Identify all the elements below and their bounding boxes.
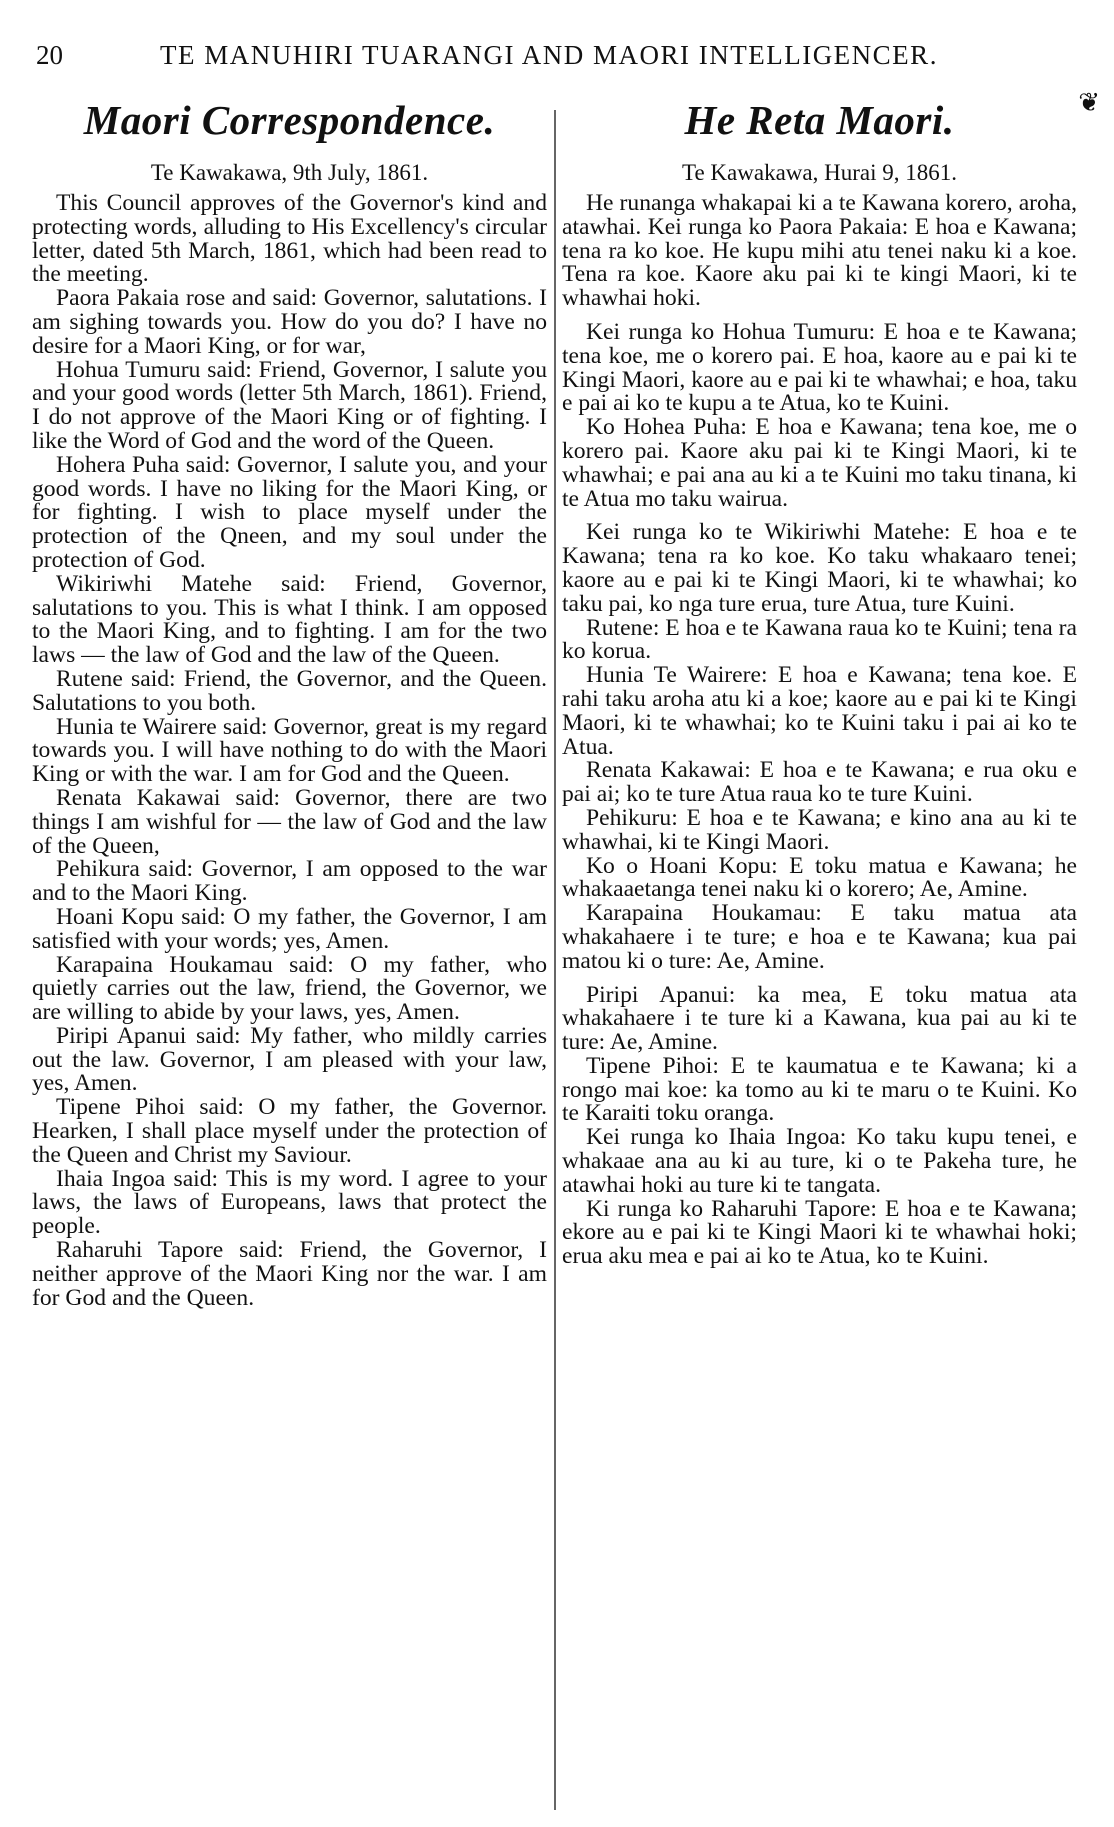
english-paragraph: Karapaina Houkamau said: O my father, who quietly carries out the law, friend, the Governor, we are willing to abide by your laws, yes, Amen. <box>32 951 547 1026</box>
maori-paragraph: Hunia Te Wairere: E hoa e Kawana; tena koe. E rahi taku aroha atu ki a koe; kaore au e pai ki te Kingi Maori, ki te whawhai; ko te Kuini taku i pai ai ko te Atua. <box>562 662 1077 760</box>
maori-paragraph: Piripi Apanui: ka mea, E toku matua ata whakahaere i te ture ki a Kawana, kua pai au ki te ture: Ae, Amine. <box>562 981 1077 1056</box>
english-paragraph: Ihaia Ingoa said: This is my word. I agree to your laws, the laws of Europeans, laws that protect the people. <box>32 1165 547 1240</box>
english-paragraph: Hohera Puha said: Governor, I salute you, and your good words. I have no liking for the Maori King, or for fighting. I wish to place myself under the protection of the Qneen, and my soul under the protection of God. <box>32 451 547 573</box>
english-paragraph: Piripi Apanui said: My father, who mildly carries out the law. Governor, I am pleased with your law, yes, Amen. <box>32 1022 547 1097</box>
maori-paragraph: Renata Kakawai: E hoa e te Kawana; e rua oku e pai ai; ko te ture Atua raua ko te ture Kuini. <box>562 757 1077 808</box>
maori-paragraph: Kei runga ko Hohua Tumuru: E hoa e te Kawana; tena koe, me o korero pai. E hoa, kaore au e pai ki te Kingi Maori, kaore au e pai ki te whawhai; e hoa, taku e pai ai ko te kupu a te Atua, ko te Kuini. <box>562 318 1077 417</box>
english-paragraph: This Council approves of the Governor's kind and protecting words, alluding to His Excellency's circular letter, dated 5th March, 1861, which had been read to the meeting. <box>32 190 547 288</box>
maori-paragraph: Karapaina Houkamau: E taku matua ata whakahaere i te ture; e hoa e te Kawana; kua pai matou ki o ture: Ae, Amine. <box>562 900 1077 974</box>
english-paragraph: Raharuhi Tapore said: Friend, the Governor, I neither approve of the Maori King nor the war. I am for God and the Queen. <box>32 1237 547 1311</box>
maori-paragraph: Kei runga ko Ihaia Ingoa: Ko taku kupu tenei, e whakaae ana au ki au ture, ki o te Pakeha ture, he atawhai hoki au ture ki te tangata. <box>562 1124 1077 1198</box>
page-header <box>30 30 1090 78</box>
english-column <box>32 90 547 1310</box>
english-paragraph: Paora Pakaia rose and said: Governor, salutations. I am sighing towards you. How do you do? I have no desire for a Maori King, or for war, <box>32 285 547 359</box>
english-paragraph: Wikiriwhi Matehe said: Friend, Governor, salutations to you. This is what I think. I am opposed to the Maori King, and to fighting. I am for the two laws — the law of God and the law of the Queen. <box>32 570 547 669</box>
maori-paragraph: Tipene Pihoi: E te kaumatua e te Kawana; ki a rongo mai koe: ka tomo au ki te maru o te Kuini. Ko te Karaiti toku oranga. <box>562 1052 1077 1127</box>
column-divider <box>554 110 556 1810</box>
page-number: 20 <box>36 40 63 70</box>
english-column-title: Maori Correspondence. <box>83 97 496 143</box>
english-dateline: Te Kawakawa, 9th July, 1861. <box>150 160 429 185</box>
maori-paragraph: Ki runga ko Raharuhi Tapore: E hoa e te Kawana; ekore au e pai ki te Kingi Maori ki te whawhai hoki; erua aku mea e pai ai ko te Atua, ko te Kuini. <box>562 1195 1077 1270</box>
maori-paragraph: Kei runga ko te Wikiriwhi Matehe: E hoa e te Kawana; tena ra ko koe. Ko taku whakaaro tenei; kaore au e pai ki te Kingi Maori, ki te whawhai; ko taku pai, ko nga ture erua, ture Atua, ture Kuini. <box>562 519 1077 617</box>
maori-paragraph: Ko Hohea Puha: E hoa e Kawana; tena koe, me o korero pai. Kaore aku pai ki te Kingi Maori, ki te whawhai; e pai ana au ki a te Kuini mo taku tinana, ki te Atua mo taku wairua. <box>562 414 1077 512</box>
maori-paragraph: Pehikuru: E hoa e te Kawana; e kino ana au ki te whawhai, ki te Kingi Maori. <box>562 804 1077 855</box>
english-paragraph: Pehikura said: Governor, I am opposed to the war and to the Maori King. <box>32 856 547 907</box>
maori-column <box>562 90 1077 1269</box>
maori-paragraph: He runanga whakapai ki a te Kawana korero, aroha, atawhai. Kei runga ko Paora Pakaia: E hoa e Kawana; tena ra ko koe. He kupu mihi atu tenei naku ki a koe. Tena ra koe. Kaore aku pai ki te kingi Maori, ki te whawhai hoki. <box>562 190 1077 312</box>
english-paragraph: Rutene said: Friend, the Governor, and the Queen. Salutations to you both. <box>32 665 547 716</box>
english-paragraph: Renata Kakawai said: Governor, there are two things I am wishful for — the law of God and the law of the Queen, <box>32 784 547 859</box>
english-paragraph: Hohua Tumuru said: Friend, Governor, I salute you and your good words (letter 5th March, 1861). Friend, I do not approve of the Maori King or of fighting. I like the Word of God and the word of the Queen. <box>32 356 547 454</box>
maori-dateline: Te Kawakawa, Hurai 9, 1861. <box>682 160 957 185</box>
maori-column-title: He Reta Maori. <box>684 97 955 143</box>
ornament-mark: ❦ <box>1078 88 1100 117</box>
english-paragraph: Hunia te Wairere said: Governor, great is my regard towards you. I will have nothing to do with the Maori King or with the war. I am for God and the Queen. <box>32 713 547 788</box>
maori-paragraph: Ko o Hoani Kopu: E toku matua e Kawana; he whakaaetanga tenei naku ki o korero; Ae, Amine. <box>562 852 1077 903</box>
english-paragraph: Hoani Kopu said: O my father, the Governor, I am satisfied with your words; yes, Amen. <box>32 903 547 954</box>
english-paragraph: Tipene Pihoi said: O my father, the Governor. Hearken, I shall place myself under the protection of the Queen and Christ my Saviour. <box>32 1094 547 1168</box>
maori-paragraph: Rutene: E hoa e te Kawana raua ko te Kuini; tena ra ko korua. <box>562 614 1077 665</box>
running-title: TE MANUHIRI TUARANGI AND MAORI INTELLIGENCER. <box>160 40 938 70</box>
